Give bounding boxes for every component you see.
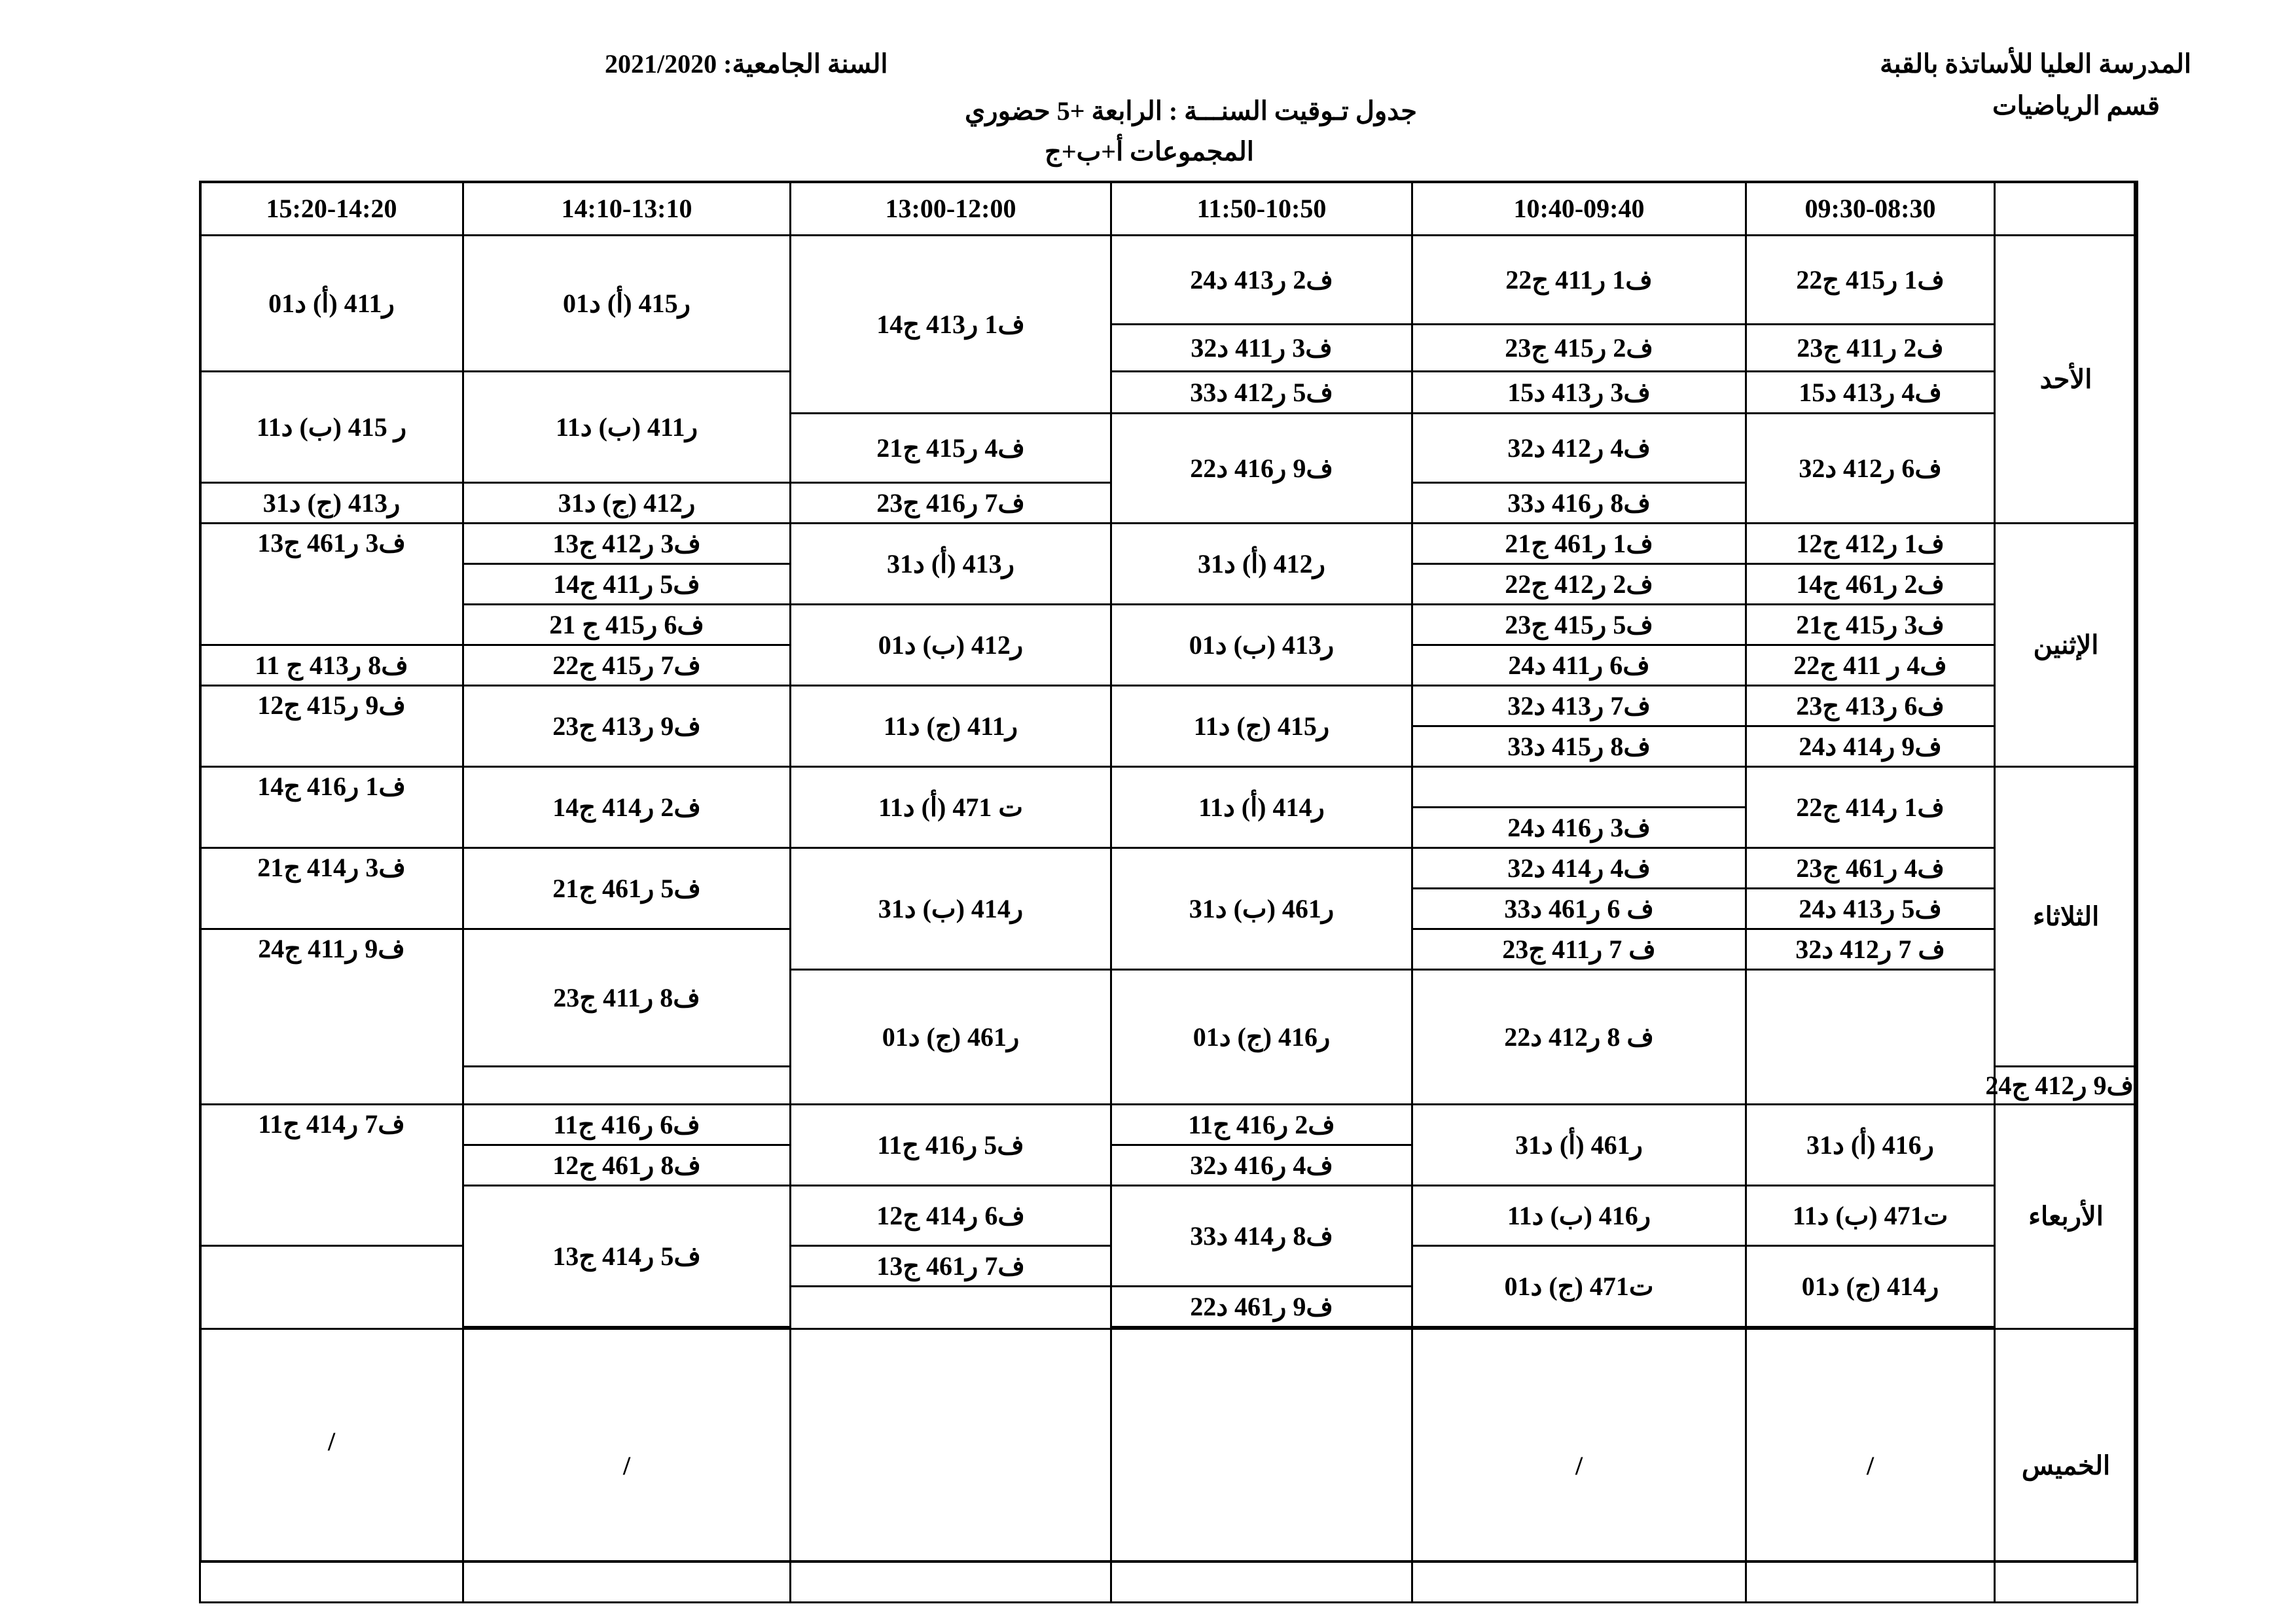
table-row: [200, 1186, 2138, 1246]
cell-mon-s3-b: ر413 (ب) د01: [1111, 605, 1412, 686]
cell-wed-s2-a: ر461 (أ) د31: [1412, 1105, 1746, 1186]
cell-tue-s3-c: ر416 (ج) د01: [1111, 970, 1412, 1105]
cell-mon-s1-c: ف3 ر415 ج21: [1746, 605, 1995, 645]
cell-sun-s6-a: ر411 (أ) د01: [200, 236, 463, 372]
cell-wed-s6-empty: [200, 1246, 463, 1329]
cell-tue-s6-b: ف3 ر414 ج21: [200, 848, 463, 929]
cell-tue-s1-empty: [1746, 970, 1995, 1105]
cell-sun-s4-a: ف1 ر413 ج14: [791, 236, 1111, 414]
academic-year: السنة الجامعية: 2021/2020: [605, 49, 888, 79]
cell-mon-s2-a: ف1 ر461 ج21: [1412, 524, 1746, 564]
cell-sun-s4-c: ف7 ر416 ج23: [791, 483, 1111, 524]
table-row: [200, 524, 2138, 564]
cell-mon-s1-a: ف1 ر412 ج12: [1746, 524, 1995, 564]
table-row: [200, 848, 2138, 889]
cell-wed-s1-b: ت471 (ب) د11: [1746, 1186, 1995, 1246]
cell-sun-s2-d: ف4 ر412 د32: [1412, 414, 1746, 483]
cell-mon-s5-c: ف6 ر415 ج 21: [463, 605, 791, 645]
cell-wed-s6-a: ف7 ر414 ج11: [200, 1105, 463, 1246]
cell-tue-s2-b: ف4 ر414 د32: [1412, 848, 1746, 889]
cell-wed-s1-a: ر416 (أ) د31: [1746, 1105, 1995, 1186]
day-monday: الإثنين: [1995, 524, 2138, 767]
cell-tue-s6-c: ف9 ر411 ج24: [200, 929, 463, 1105]
day-thursday: الخميس: [1995, 1329, 2138, 1603]
time-slot-4: 13:00-12:00: [791, 182, 1111, 236]
cell-sun-s6-c: ر413 (ج) د31: [200, 483, 463, 524]
cell-mon-s1-f: ف9 ر414 د24: [1746, 726, 1995, 767]
cell-tue-s6-a: ف1 ر416 ج14: [200, 767, 463, 848]
cell-thu-s1: /: [1746, 1329, 1995, 1603]
cell-tue-s5-a: ف2 ر414 ج14: [463, 767, 791, 848]
cell-sun-s3-c: ف5 ر412 د33: [1111, 372, 1412, 414]
time-slot-2: 10:40-09:40: [1412, 182, 1746, 236]
cell-mon-s6-b: ف8 ر413 ج 11: [200, 645, 463, 686]
cell-tue-s4-b: ر414 (ب) د31: [791, 848, 1111, 970]
cell-thu-s5: /: [463, 1329, 791, 1603]
time-slot-1: 09:30-08:30: [1746, 182, 1995, 236]
schedule-title: جدول تـوقيت السنـــة : الرابعة +5 حضوري: [965, 96, 1417, 126]
cell-tue-s4-a: ت 471 (أ) د11: [791, 767, 1111, 848]
cell-sun-s2-e: ف8 ر416 د33: [1412, 483, 1746, 524]
cell-mon-s5-b: ف5 ر411 ج14: [463, 564, 791, 605]
cell-wed-s4-empty: [791, 1287, 1111, 1329]
cell-wed-s4-c: ف7 ر461 ج13: [791, 1246, 1111, 1287]
cell-mon-s1-b: ف2 ر461 ج14: [1746, 564, 1995, 605]
cell-wed-s2-c: ت471 (ج) د01: [1412, 1246, 1746, 1327]
cell-sun-s3-b: ف3 ر411 د32: [1111, 325, 1412, 372]
cell-wed-s5-b: ف8 ر461 ج12: [463, 1145, 791, 1186]
cell-tue-s3-b: ر461 (ب) د31: [1111, 848, 1412, 970]
cell-tue-s3-a: ر414 (أ) د11: [1111, 767, 1412, 848]
day-sunday: الأحد: [1995, 236, 2138, 524]
cell-tue-s1-a: ف1 ر414 ج22: [1746, 767, 1995, 848]
cell-wed-s1-c: ر414 (ج) د01: [1746, 1246, 1995, 1327]
cell-mon-s3-c: ر415 (ج) د11: [1111, 686, 1412, 767]
cell-sun-s3-a: ف2 ر413 د24: [1111, 236, 1412, 325]
cell-thu-s6: /: [200, 1329, 463, 1603]
cell-wed-s2-b: ر416 (ب) د11: [1412, 1186, 1746, 1246]
cell-sun-s5-c: ر412 (ج) د31: [463, 483, 791, 524]
cell-mon-s4-b: ر412 (ب) د01: [791, 605, 1111, 686]
cell-wed-s3-b: ف4 ر416 د32: [1111, 1145, 1412, 1186]
cell-tue-s1-d: ف 7 ر412 د32: [1746, 929, 1995, 970]
time-slot-5: 14:10-13:10: [463, 182, 791, 236]
cell-mon-s5-d: ف7 ر415 ج22: [463, 645, 791, 686]
table-row: [200, 372, 2138, 414]
cell-mon-s5-e: ف9 ر413 ج23: [463, 686, 791, 767]
cell-thu-s3: [1111, 1329, 1412, 1603]
cell-sun-s5-a: ر415 (أ) د01: [463, 236, 791, 372]
cell-wed-s5-c: ف5 ر414 ج13: [463, 1186, 791, 1327]
cell-sun-s1-a: ف1 ر415 ج22: [1746, 236, 1995, 325]
cell-tue-s1-b: ف4 ر461 ج23: [1746, 848, 1995, 889]
cell-tue-s5-c: ف8 ر411 ج23: [463, 929, 791, 1067]
day-tuesday: الثلاثاء: [1995, 767, 2138, 1067]
header-row: [200, 182, 2138, 236]
cell-tue-s1-c: ف5 ر413 د24: [1746, 889, 1995, 929]
cell-tue-s5-b: ف5 ر461 ج21: [463, 848, 791, 929]
institution-name: المدرسة العليا للأساتذة بالقبة: [1880, 49, 2191, 79]
cell-sun-s2-b: ف2 ر415 ج23: [1412, 325, 1746, 372]
cell-sun-s1-c: ف4 ر413 د15: [1746, 372, 1995, 414]
table-row: [200, 1105, 2138, 1145]
cell-mon-s1-e: ف6 ر413 ج23: [1746, 686, 1995, 726]
time-slot-6: 15:20-14:20: [200, 182, 463, 236]
cell-tue-s4-c: ر461 (ج) د01: [791, 970, 1111, 1105]
cell-sun-s5-b: ر411 (ب) د11: [463, 372, 791, 483]
cell-mon-s6-c: ف9 ر415 ج12: [200, 686, 463, 767]
cell-sun-s6-b: ر 415 (ب) د11: [200, 372, 463, 483]
cell-mon-s4-a: ر413 (أ) د31: [791, 524, 1111, 605]
cell-mon-s5-a: ف3 ر412 ج13: [463, 524, 791, 564]
cell-sun-s4-b: ف4 ر415 ج21: [791, 414, 1111, 483]
cell-mon-s4-c: ر411 (ج) د11: [791, 686, 1111, 767]
cell-tue-s2-empty: [1412, 767, 1746, 808]
table-row: [200, 686, 2138, 726]
cell-sun-s3-d: ف9 ر416 د22: [1111, 414, 1412, 524]
cell-mon-s2-e: ف7 ر413 د32: [1412, 686, 1746, 726]
table-row: [200, 605, 2138, 645]
cell-mon-s2-c: ف5 ر415 ج23: [1412, 605, 1746, 645]
cell-wed-s4-b: ف6 ر414 ج12: [791, 1186, 1111, 1246]
table-row: [200, 1329, 2138, 1603]
timetable: [199, 181, 2138, 1603]
cell-wed-s3-d: ف9 ر461 د22: [1111, 1287, 1412, 1327]
cell-mon-s2-f: ف8 ر415 د33: [1412, 726, 1746, 767]
corner-cell: [1995, 182, 2138, 236]
cell-tue-s2-e: ف 8 ر412 د22: [1412, 970, 1746, 1105]
cell-wed-s3-c: ف8 ر414 د33: [1111, 1186, 1412, 1287]
cell-wed-s3-a: ف2 ر416 ج11: [1111, 1105, 1412, 1145]
department-name: قسم الرياضيات: [1992, 91, 2160, 120]
cell-tue-s5-d: ف9 ر412 ج24: [1995, 1067, 2138, 1105]
cell-thu-s4: [791, 1329, 1111, 1603]
cell-tue-s2-c: ف 6 ر461 د33: [1412, 889, 1746, 929]
table-row: [200, 767, 2138, 808]
time-slot-3: 11:50-10:50: [1111, 182, 1412, 236]
cell-mon-s6-a: ف3 ر461 ج13: [200, 524, 463, 645]
cell-tue-s2-a: ف3 ر416 د24: [1412, 808, 1746, 848]
day-wednesday: الأربعاء: [1995, 1105, 2138, 1329]
cell-sun-s2-c: ف3 ر413 د15: [1412, 372, 1746, 414]
cell-mon-s1-d: ف4 ر 411 ج22: [1746, 645, 1995, 686]
table-row: [200, 236, 2138, 325]
cell-mon-s3-a: ر412 (أ) د31: [1111, 524, 1412, 605]
cell-sun-s1-d: ف6 ر412 د32: [1746, 414, 1995, 524]
cell-wed-s5-a: ف6 ر416 ج11: [463, 1105, 791, 1145]
cell-sun-s1-b: ف2 ر411 ج23: [1746, 325, 1995, 372]
cell-mon-s2-b: ف2 ر412 ج22: [1412, 564, 1746, 605]
cell-wed-s4-a: ف5 ر416 ج11: [791, 1105, 1111, 1186]
cell-sun-s2-a: ف1 ر411 ج22: [1412, 236, 1746, 325]
cell-thu-s2: /: [1412, 1329, 1746, 1603]
cell-mon-s2-d: ف6 ر411 د24: [1412, 645, 1746, 686]
groups-label: المجموعات أ+ب+ج: [1045, 137, 1254, 166]
cell-tue-s2-d: ف 7 ر411 ج23: [1412, 929, 1746, 970]
